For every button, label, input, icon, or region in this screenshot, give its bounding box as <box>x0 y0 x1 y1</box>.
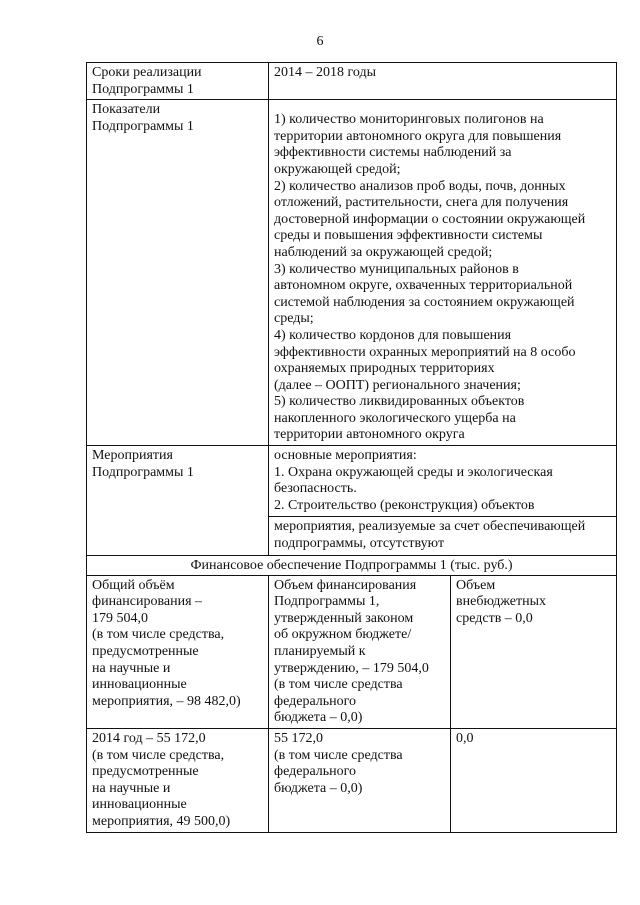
row-indicators <box>87 100 617 446</box>
indicator-line: отложений, растительности, снега для получения <box>274 195 569 211</box>
indicator-line: 1) количество мониторинговых полигонов на <box>274 112 544 128</box>
financing-budget-law-line: утвержденный законом <box>274 610 414 626</box>
indicators-label-line: Подпрограммы 1 <box>92 118 194 134</box>
activities-note-block <box>269 516 616 554</box>
indicators-value-cell <box>269 100 617 446</box>
row-financing-2014 <box>87 728 617 832</box>
activities-label-line: Мероприятия <box>92 448 173 464</box>
financing-budget-law-cell <box>269 575 451 728</box>
financing-total-line: на научные и <box>92 660 171 676</box>
financing-2014-line: мероприятия, 49 500,0) <box>92 813 231 829</box>
financing-2014-budget-line: федерального <box>274 764 357 780</box>
activity-line: 1. Охрана окружающей среды и экологическая <box>274 464 553 480</box>
financing-budget-law-line: об окружном бюджете/ <box>274 627 412 643</box>
financing-total-line: предусмотренные <box>92 644 199 659</box>
financing-total-line: инновационные <box>92 677 187 693</box>
indicator-line: среды; <box>274 311 314 327</box>
financing-2014-extrabudget-line: 0,0 <box>456 730 474 746</box>
indicator-line: достоверной информации о состоянии окружающей <box>274 211 586 227</box>
indicator-line: системой наблюдения за состоянием окружающей <box>274 294 575 310</box>
indicator-line: эффективности охранных мероприятий на 8 особо <box>274 344 576 360</box>
financing-extrabudget-line: средств – 0,0 <box>456 610 533 626</box>
indicator-line: эффективности системы наблюдений за <box>274 145 512 161</box>
financing-2014-extrabudget-cell <box>451 728 617 832</box>
row-period <box>87 63 617 100</box>
activities-value-cell <box>269 446 617 556</box>
financing-total-line: финансирования – <box>92 594 203 610</box>
activity-line: 2. Строительство (реконструкция) объектов <box>274 497 535 513</box>
financing-2014-cell <box>87 728 269 832</box>
period-label-line: Подпрограммы 1 <box>92 81 194 97</box>
indicator-line: наблюдений за окружающей средой; <box>274 244 493 260</box>
activities-label-cell <box>87 446 269 556</box>
indicator-line: среды и повышения эффективности системы <box>274 228 543 244</box>
row-activities <box>87 446 617 556</box>
financing-budget-law-line: утверждению, – 179 504,0 <box>274 660 429 676</box>
indicator-line: территории автономного округа <box>274 427 465 443</box>
financing-total-cell <box>87 575 269 728</box>
financing-2014-budget-line: бюджета – 0,0) <box>274 780 363 796</box>
financing-extrabudget-line: внебюджетных <box>456 594 547 610</box>
financing-2014-line: предусмотренные <box>92 764 199 780</box>
financing-budget-law-line: Объем финансирования <box>274 577 417 593</box>
activity-note-line: подпрограммы, отсутствуют <box>274 536 445 552</box>
financing-budget-law-line: федерального <box>274 693 357 709</box>
indicator-line: 2) количество анализов проб воды, почв, донных <box>274 178 566 194</box>
financing-2014-line: 2014 год – 55 172,0 <box>92 730 206 746</box>
period-value-line: 2014 – 2018 годы <box>274 65 377 80</box>
financing-budget-law-line: Подпрограммы 1, <box>274 594 380 610</box>
financing-2014-line: (в том числе средства, <box>92 747 225 763</box>
financing-2014-budget-line: 55 172,0 <box>274 730 323 746</box>
activity-line: безопасность. <box>274 481 357 497</box>
financing-2014-budget-line: (в том числе средства <box>274 747 403 763</box>
financing-budget-law-line: (в том числе средства <box>274 677 403 693</box>
financing-title: Финансовое обеспечение Подпрограммы 1 (тыс. руб.) <box>87 555 617 575</box>
financing-2014-budget-cell <box>269 728 451 832</box>
subprogram-passport-table <box>86 62 617 833</box>
activities-main-block <box>269 446 616 516</box>
financing-2014-line: на научные и <box>92 780 171 796</box>
financing-total-line: (в том числе средства, <box>92 627 225 643</box>
indicator-line: автономном округе, охваченных территориальной <box>274 278 573 294</box>
financing-budget-law-line: бюджета – 0,0) <box>274 710 363 726</box>
financing-total-line: 179 504,0 <box>92 610 148 626</box>
period-label-line: Сроки реализации <box>92 65 202 80</box>
period-value-cell <box>269 63 617 100</box>
financing-extrabudget-cell <box>451 575 617 728</box>
indicator-line: 3) количество муниципальных районов в <box>274 261 519 277</box>
activity-note-line: мероприятия, реализуемые за счет обеспечивающей <box>274 519 586 535</box>
indicator-line: 5) количество ликвидированных объектов <box>274 394 525 410</box>
financing-total-line: Общий объём <box>92 577 175 593</box>
financing-total-line: мероприятия, – 98 482,0) <box>92 693 241 709</box>
indicator-line: накопленного экологического ущерба на <box>274 410 516 426</box>
indicator-line: территории автономного округа для повышения <box>274 128 562 144</box>
period-label-cell <box>87 63 269 100</box>
financing-extrabudget-line: Объем <box>456 577 496 593</box>
page-number: 6 <box>316 34 324 49</box>
indicators-label-cell <box>87 100 269 446</box>
indicator-line: охраняемых природных территориях <box>274 361 495 377</box>
row-financing-title <box>87 555 617 575</box>
financing-2014-line: инновационные <box>92 797 187 813</box>
activities-label-line: Подпрограммы 1 <box>92 464 194 480</box>
indicator-line: окружающей средой; <box>274 161 401 177</box>
indicator-line: (далее – ООПТ) регионального значения; <box>274 377 521 393</box>
activity-line: основные мероприятия: <box>274 448 417 464</box>
financing-budget-law-line: планируемый к <box>274 644 366 659</box>
row-financing-total <box>87 575 617 728</box>
indicator-line: 4) количество кордонов для повышения <box>274 327 512 343</box>
indicators-label-line: Показатели <box>92 102 161 118</box>
